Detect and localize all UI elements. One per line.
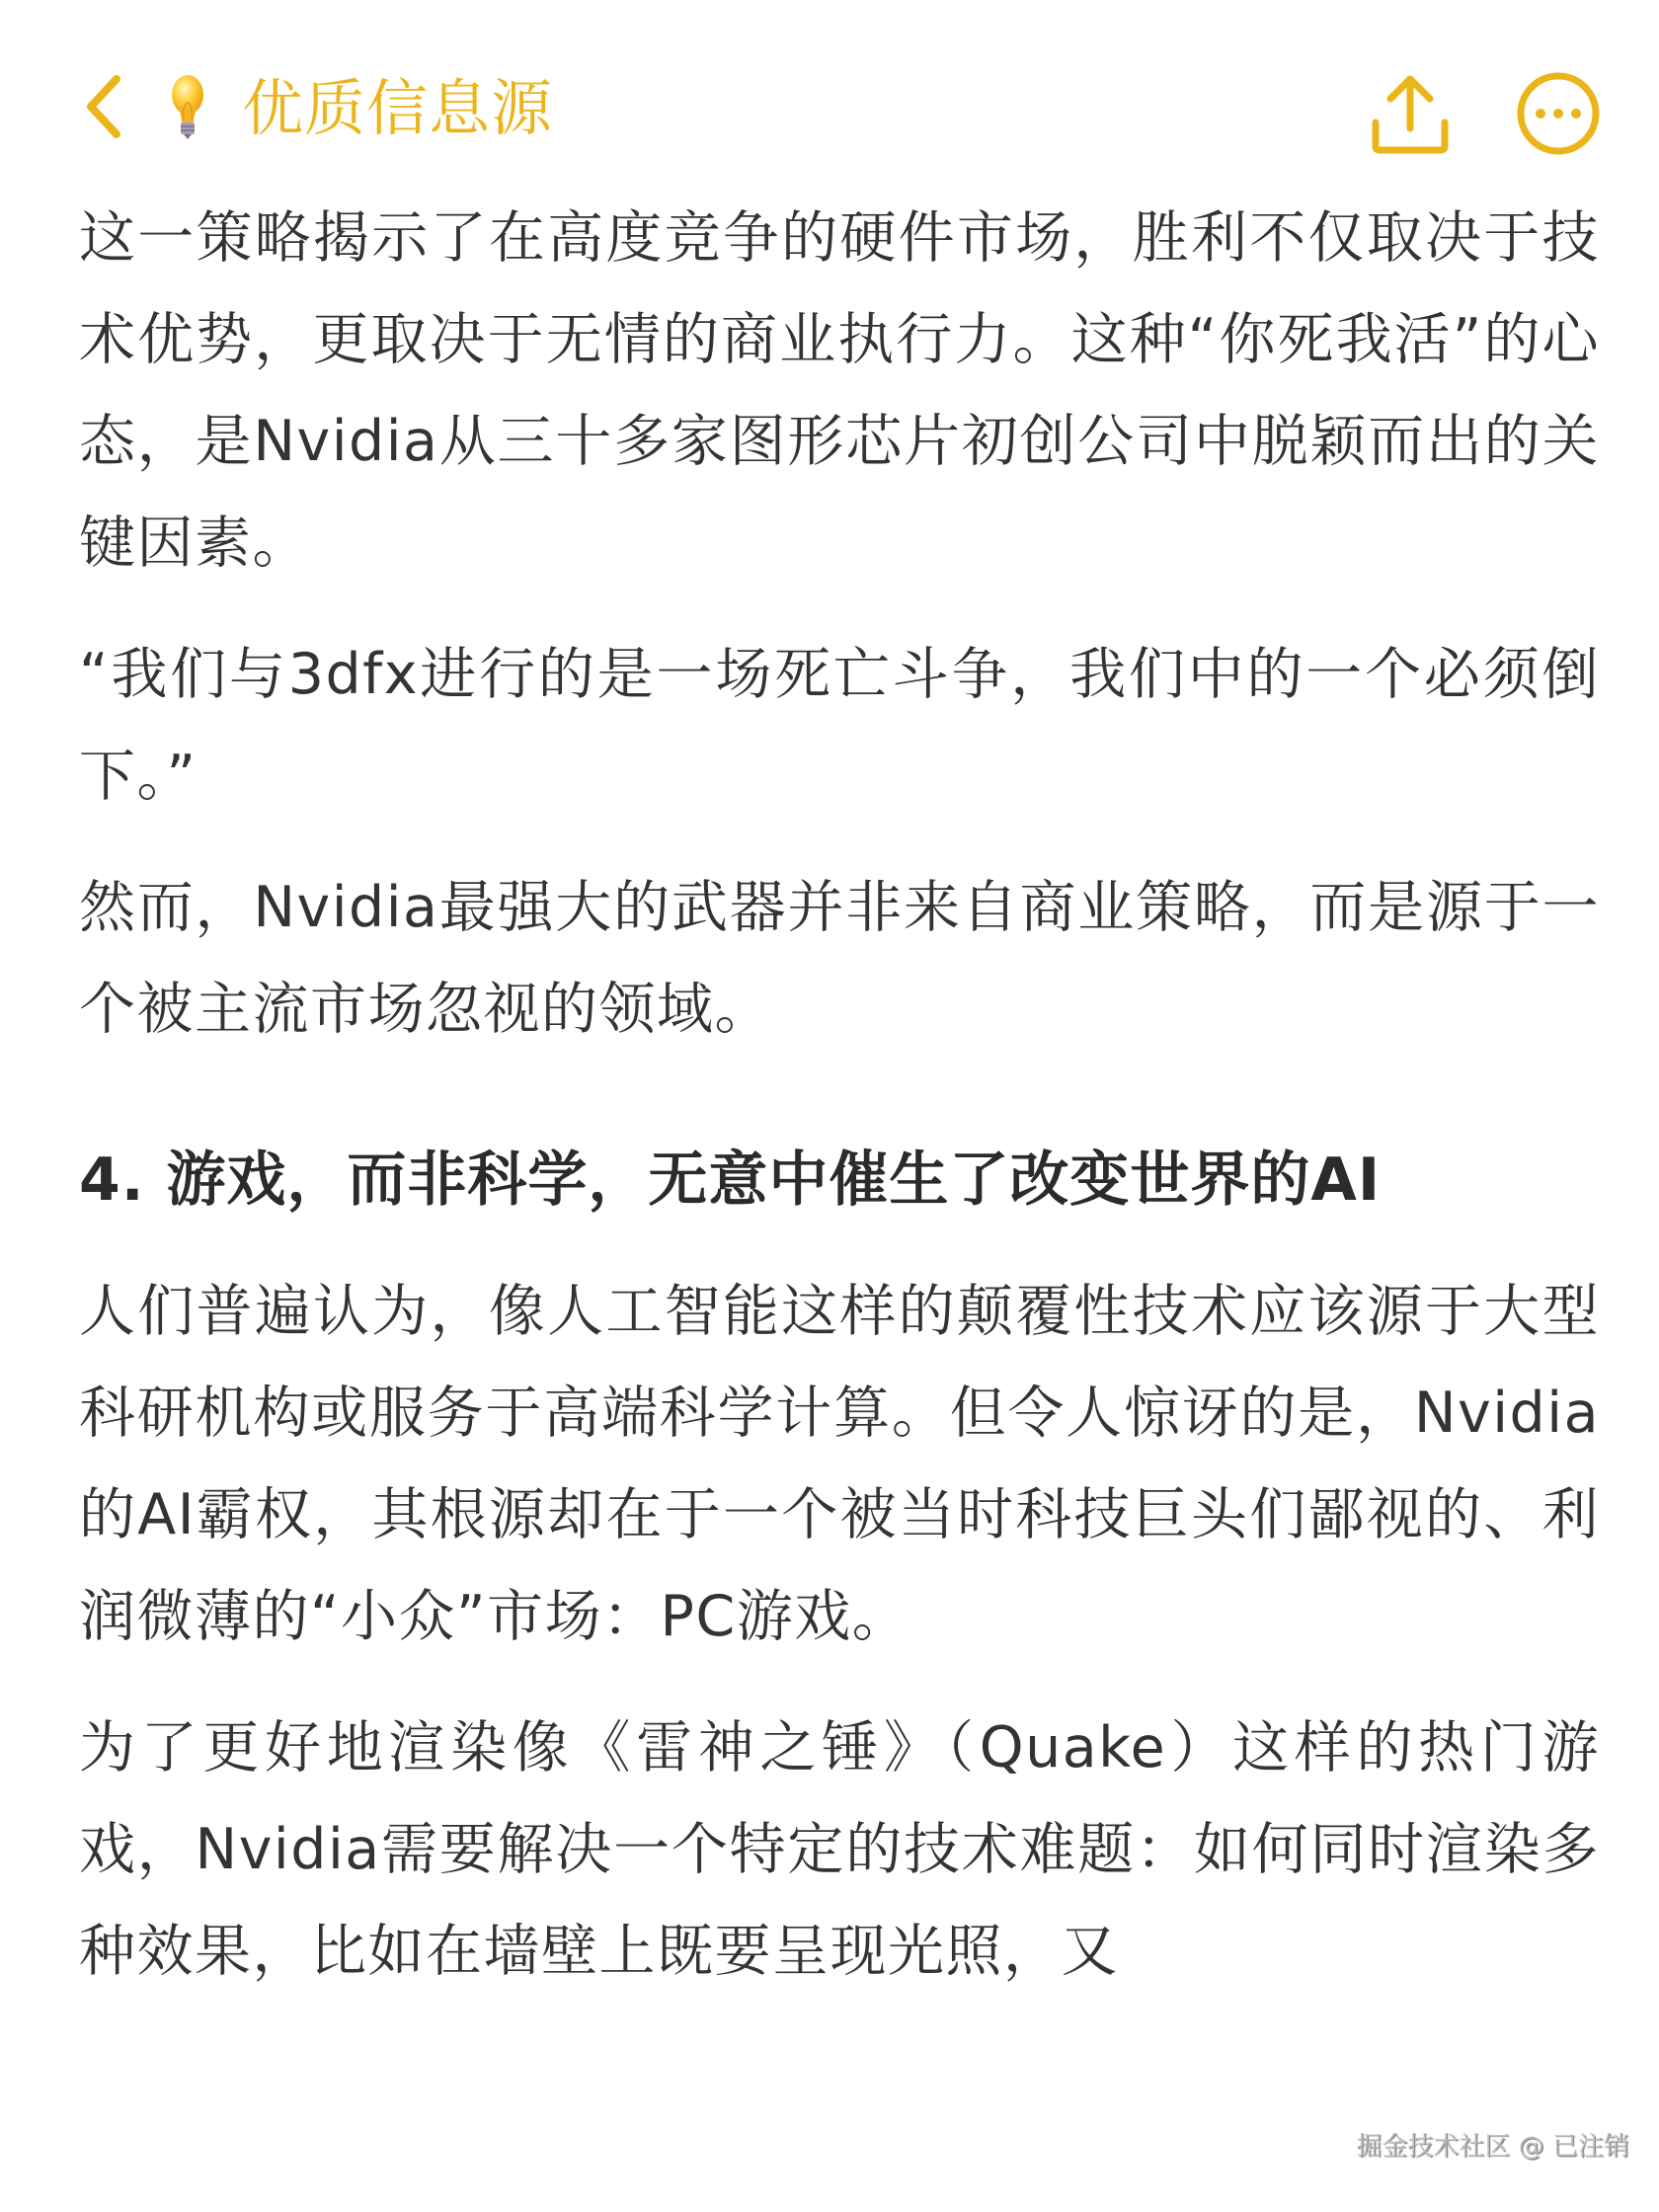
share-button[interactable] bbox=[1368, 71, 1453, 156]
watermark: 掘金技术社区 @ 已注销 bbox=[1356, 2132, 1629, 2162]
chevron-left-icon bbox=[79, 71, 138, 140]
article-paragraph: 这一策略揭示了在高度竞争的硬件市场，胜利不仅取决于技术优势，更取决于无情的商业执行力。这种“你死我活”的心态，是Nvidia从三十多家图形芯片初创公司中脱颖而出的关键因素。 bbox=[79, 205, 1600, 576]
article-body bbox=[79, 188, 1600, 2032]
article-quote: “我们与3dfx进行的是一场死亡斗争，我们中的一个必须倒下。” bbox=[79, 642, 1600, 809]
article-paragraph: 人们普遍认为，像人工智能这样的颠覆性技术应该源于大型科研机构或服务于高端科学计算。但令人惊讶的是，Nvidia的AI霸权，其根源却在于一个被当时科技巨头们鄙视的、利润微薄的“小众”市场：PC游戏。 bbox=[79, 1279, 1600, 1649]
share-upload-icon bbox=[1368, 71, 1453, 156]
section-heading: 4. 游戏，而非科学，无意中催生了改变世界的AI bbox=[79, 1146, 1382, 1215]
more-options-button[interactable] bbox=[1514, 69, 1603, 158]
light-bulb-icon bbox=[168, 73, 207, 142]
article-paragraph: 然而，Nvidia最强大的武器并非来自商业策略，而是源于一个被主流市场忽视的领域。 bbox=[79, 875, 1600, 1042]
article-paragraph: 为了更好地渲染像《雷神之锤》（Quake）这样的热门游戏，Nvidia需要解决一个特定的技术难题：如何同时渲染多种效果，比如在墙壁上既要呈现光照，又 bbox=[79, 1715, 1600, 1984]
top-nav-bar bbox=[0, 0, 1659, 178]
more-ellipsis-circle-icon bbox=[1514, 69, 1603, 158]
back-button[interactable] bbox=[79, 71, 138, 140]
page-title: 优质信息源 bbox=[242, 72, 554, 144]
